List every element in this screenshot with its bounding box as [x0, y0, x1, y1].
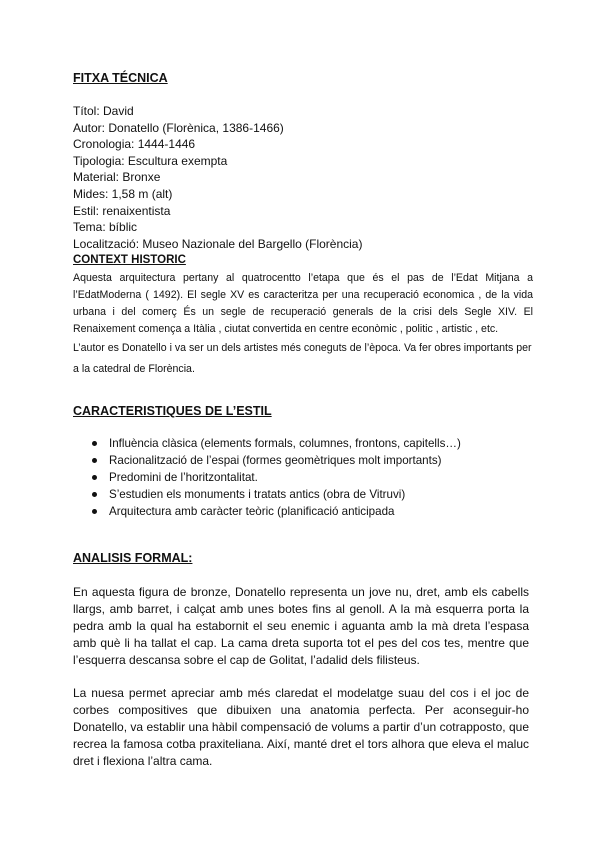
- bullet-icon: [92, 458, 97, 463]
- bullet-text: S’estudien els monuments i tratats antics (obra de Vitruvi): [109, 488, 406, 501]
- bullet-text: Racionalització de l’espai (formes geomètriques molt importants): [109, 454, 442, 467]
- bullet-text: Predomini de l’horitzontalitat.: [109, 471, 258, 484]
- fitxa-line-location: Localització: Museo Nazionale del Bargello (Florència): [73, 236, 363, 251]
- bullet-icon: [92, 492, 97, 497]
- context-historic-heading: CONTEXT HISTORIC: [73, 254, 186, 266]
- fitxa-line-size: Mides: 1,58 m (alt): [73, 186, 173, 201]
- formal-paragraph-2: La nuesa permet apreciar amb més claredat el modelatge suau del cos i el joc de corbes compositives que dibuixen una anatomia perfecta. Per aconseguir-ho Donatello, va establir una hàbil compensació de volums a partir d’un cotrapposto, que recrea la famosa cotba praxiteliana. Així, manté dret el tors alhora que eleva el maluc dret i flexiona l’altra cama.: [73, 686, 529, 768]
- bullet-text: Arquitectura amb caràcter teòric (planificació anticipada: [109, 505, 395, 518]
- fitxa-line-style: Estil: renaixentista: [73, 203, 171, 218]
- fitxa-line-author: Autor: Donatello (Florènica, 1386-1466): [73, 120, 284, 135]
- formal-paragraph-1: En aquesta figura de bronze, Donatello representa un jove nu, dret, amb els cabells llargs, amb barret, i calçat amb unes botes fins al genoll. A la mà esquerra porta la pedra amb la qual ha estabornit el seu enemic i aguanta amb la mà dreta l’espasa amb què li ha tallat el cap. La cama dreta suporta tot el pes del cos tes, mentre que l’esquerra descansa sobre el cap de Golitat, l’adalid dels filisteus.: [73, 585, 529, 667]
- fitxa-line-title: Títol: David: [73, 104, 134, 118]
- analisis-formal-heading: ANALISIS FORMAL:: [73, 551, 193, 565]
- list-item: [92, 486, 461, 503]
- list-item: [92, 503, 461, 520]
- fitxa-tecnica-list: [73, 103, 362, 252]
- bullet-icon: [92, 475, 97, 480]
- context-paragraph-2: L’autor es Donatello i va ser un dels artistes més coneguts de l’època. Va fer obres importants per a la catedral de Florència.: [73, 342, 532, 375]
- list-item: [92, 452, 461, 469]
- fitxa-line-typology: Tipologia: Escultura exempta: [73, 153, 228, 168]
- bullet-icon: [92, 441, 97, 446]
- list-item: [92, 435, 461, 452]
- bullet-text: Influència clàsica (elements formals, columnes, frontons, capitells…): [109, 437, 461, 450]
- bullet-icon: [92, 509, 97, 514]
- list-item: [92, 469, 461, 486]
- fitxa-tecnica-heading: FITXA TÉCNICA: [73, 71, 168, 85]
- fitxa-line-theme: Tema: bíblic: [73, 220, 138, 235]
- style-bullet-list: [92, 435, 461, 520]
- fitxa-line-material: Material: Bronxe: [73, 170, 161, 185]
- style-characteristics-heading: CARACTERISTIQUES DE L’ESTIL: [73, 404, 272, 418]
- fitxa-line-chronology: Cronologia: 1444-1446: [73, 137, 196, 152]
- context-paragraph-1: Aquesta arquitectura pertany al quatrocentto l’etapa que és el pas de l’Edat Mitjana a l’EdatModerna ( 1492). El segle XV es caracteritza per una recuperació economica , de la vida urbana i del comerç És un segle de recuperació generals de la crisi dels Segle XIV. El Renaixement comença a Itàlia , ciutat convertida en centre econòmic , politic , artistic , etc.: [73, 272, 533, 335]
